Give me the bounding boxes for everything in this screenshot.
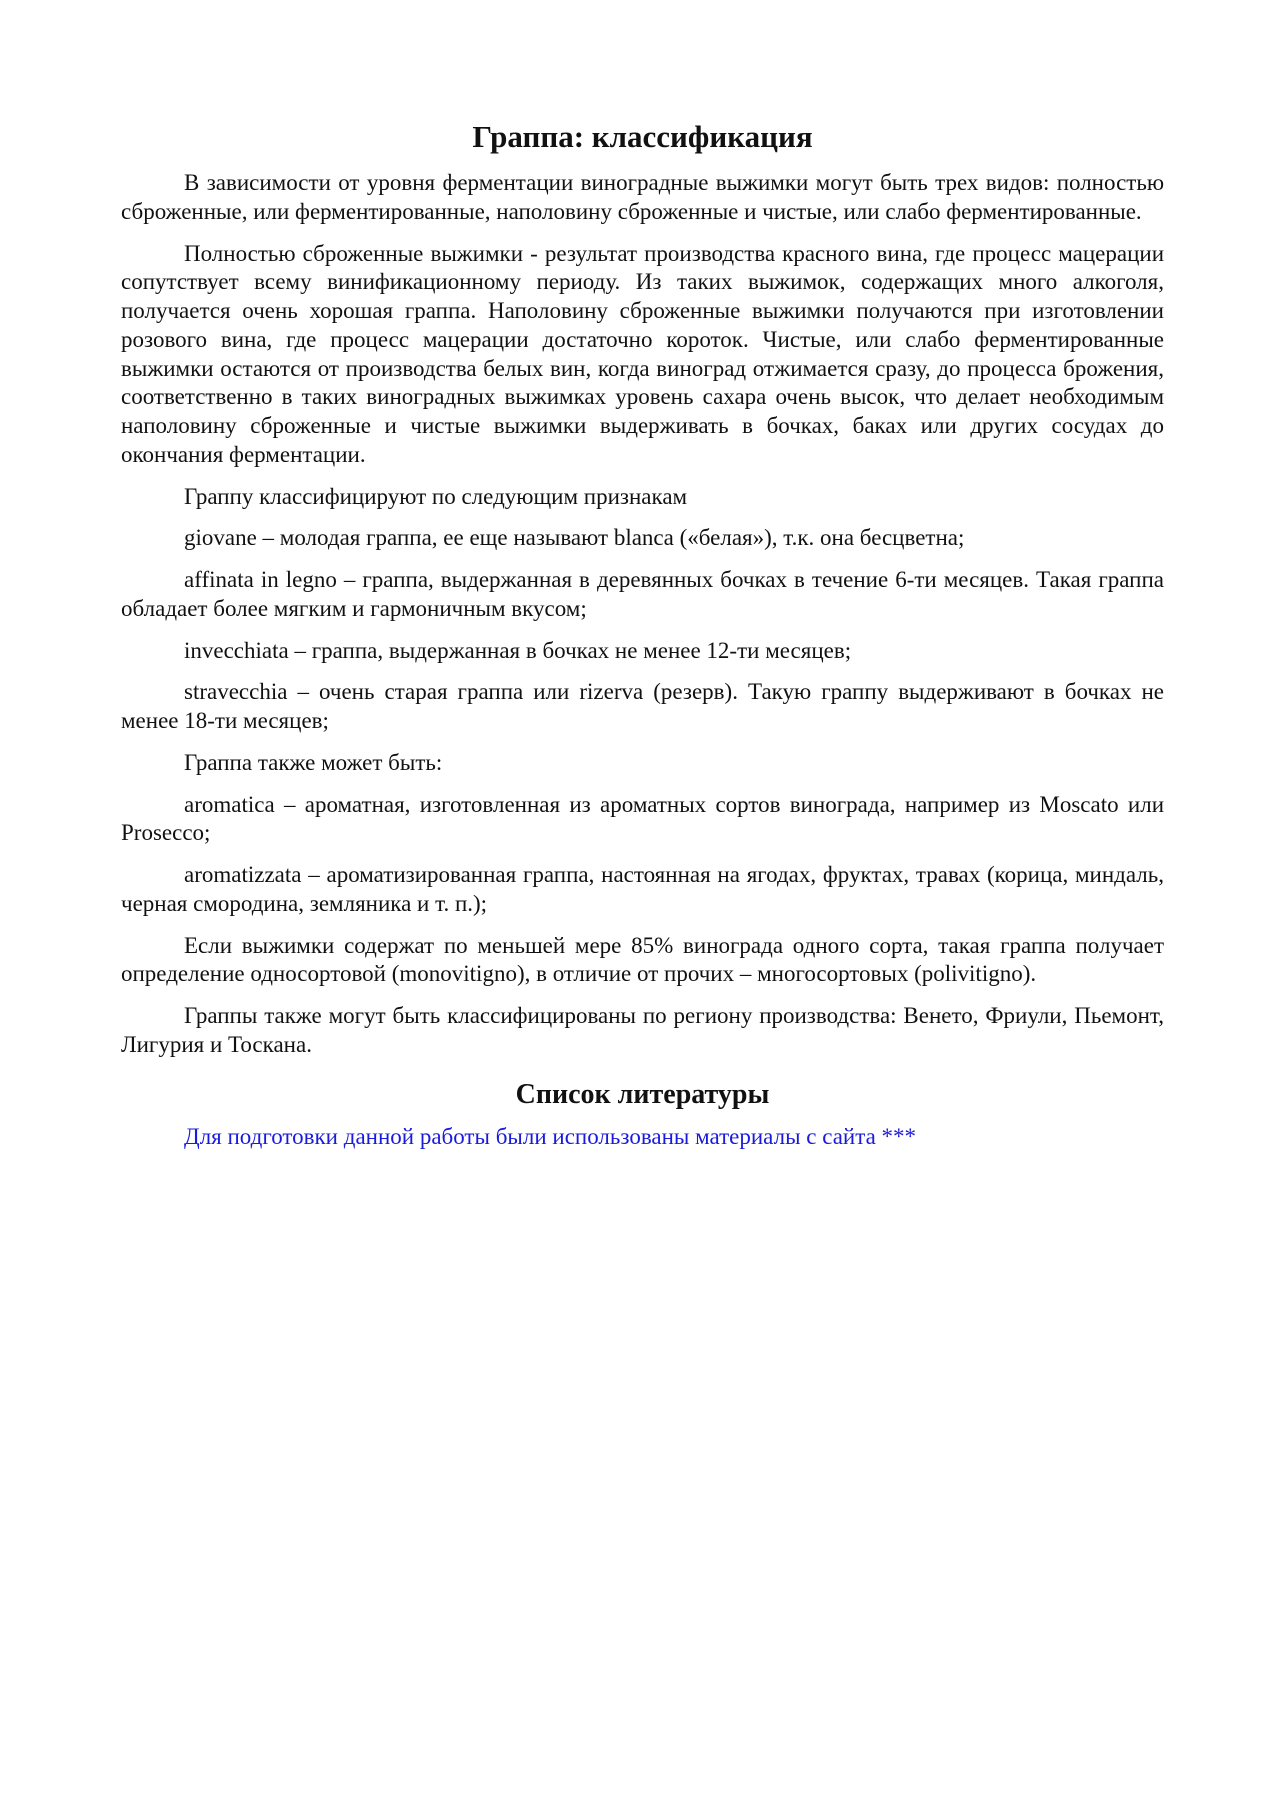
paragraph-monovitigno: Если выжимки содержат по меньшей мере 85% винограда одного сорта, такая граппа получает определение односортовой (monovitigno), в отличие от прочих – многосортовых (polivitigno). — [121, 932, 1164, 987]
paragraph-giovane: giovane – молодая граппа, ее еще называют blanca («белая»), т.к. она бесцветна; — [184, 525, 965, 551]
document-page — [121, 118, 1164, 1152]
paragraph-stravecchia: stravecchia – очень старая граппа или rizerva (резерв). Такую граппу выдерживают в бочках не менее 18-ти месяцев; — [121, 679, 1164, 734]
paragraph-affinata: affinata in legno – граппа, выдержанная в деревянных бочках в течение 6-ти месяцев. Такая граппа обладает более мягким и гармоничным вкусом; — [121, 567, 1164, 621]
paragraph-regions: Граппы также могут быть классифицированы по региону производства: Венето, Фриули, Пьемонт, Лигурия и Тоскана. — [121, 1003, 1164, 1057]
references-title: Список литературы — [515, 1078, 770, 1110]
paragraph-aromatizzata: aromatizzata – ароматизированная граппа, настоянная на ягодах, фруктах, травах (корица, миндаль, черная смородина, земляника и т. п.); — [121, 862, 1164, 916]
paragraph-fermentation-types: В зависимости от уровня ферментации виноградные выжимки могут быть трех видов: полностью сброженные, или ферментированные, наполовину сброженные и чистые, или слабо ферментированные. — [121, 170, 1164, 224]
paragraph-invecchiata: invecchiata – граппа, выдержанная в бочках не менее 12-ти месяцев; — [184, 637, 852, 663]
references-paragraph — [121, 1123, 1164, 1152]
document-title: Граппа: классификация — [472, 119, 813, 154]
references-link[interactable]: Для подготовки данной работы были использованы материалы с сайта *** — [184, 1124, 917, 1150]
paragraph-classification-intro: Граппу классифицируют по следующим признакам — [184, 483, 688, 509]
paragraph-also-can-be: Граппа также может быть: — [184, 749, 443, 775]
paragraph-fully-fermented: Полностью сброженные выжимки - результат производства красного вина, где процесс мацерации сопутствует всему винификационному периоду. Из таких выжимок, содержащих много алкоголя, получается очень хорошая граппа. Наполовину сброженные выжимки получаются при изготовлении розового вина, где процесс мацерации достаточно короток. Чистые, или слабо ферментированные выжимки остаются от производства белых вин, когда виноград отжимается сразу, до процесса брожения, соответственно в таких виноградных выжимках уровень сахара очень высок, что делает необходимым наполовину сброженные и чистые выжимки выдерживать в бочках, баках или других сосудах до окончания ферментации. — [121, 240, 1164, 467]
paragraph-aromatica: aromatica – ароматная, изготовленная из ароматных сортов винограда, например из Moscato или Prosecco; — [121, 791, 1164, 846]
